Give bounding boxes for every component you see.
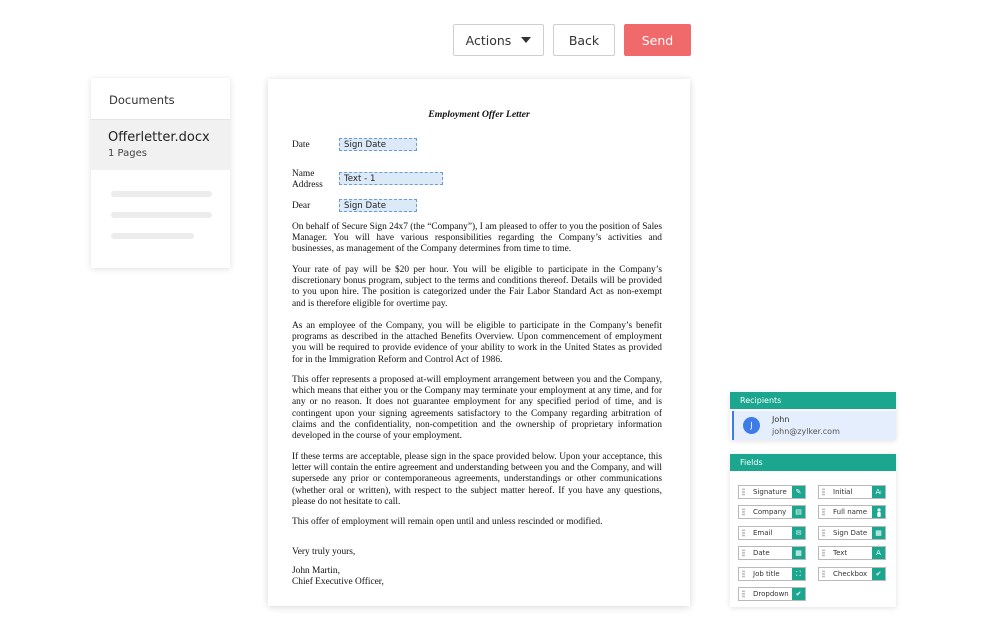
field-company[interactable] xyxy=(738,505,806,519)
actions-dropdown-button[interactable] xyxy=(453,24,544,56)
sign-date-field[interactable]: Sign Date xyxy=(339,199,417,212)
fields-header: Fields xyxy=(730,454,896,471)
field-label: Text xyxy=(833,549,848,557)
signer-name: John Martin, xyxy=(292,566,340,576)
calendar-icon: ▦ xyxy=(872,527,885,539)
signer-title: Chief Executive Officer, xyxy=(292,577,384,587)
placeholder-line xyxy=(111,233,194,239)
field-dropdown[interactable] xyxy=(738,587,806,601)
recipients-header: Recipients xyxy=(730,392,896,409)
person-icon xyxy=(872,506,885,518)
field-email[interactable] xyxy=(738,526,806,540)
letter-title: Employment Offer Letter xyxy=(428,109,530,120)
field-label: Company xyxy=(753,508,787,516)
building-icon: ▤ xyxy=(792,506,805,518)
recipient-email: john@zylker.com xyxy=(772,427,840,436)
initial-icon: Aₗ xyxy=(872,486,885,498)
text-field[interactable]: Text - 1 xyxy=(339,172,443,185)
field-label: Initial xyxy=(833,488,853,496)
documents-panel xyxy=(91,78,230,268)
letter-paragraph: This offer represents a proposed at-will employment arrangement between you and the Company, which means that either you or the Company may terminate your employment at any time, and for any or no reason. It does not guarantee employment for any specified period of time, and is contingent upon your signing agreements satisfactory to the Company regarding arbitration of claims and the confidentiality, non-competition and the ownership of proprietary information developed in the course of your employment. xyxy=(292,375,662,442)
letter-paragraph: As an employee of the Company, you will be eligible to participate in the Company’s benefit programs as described in the attached Benefits Overview. Upon commencement of employment you will be required to provide evidence of your ability to work in the United States as provided for in the Immigration Reform and Control Act of 1986. xyxy=(292,321,662,365)
avatar: J xyxy=(743,417,760,434)
field-checkbox[interactable] xyxy=(818,567,886,581)
back-button[interactable]: Back xyxy=(553,24,615,56)
field-sign-date[interactable] xyxy=(818,526,886,540)
name-label: Name xyxy=(292,169,315,179)
actions-label: Actions xyxy=(465,32,512,48)
drag-handle-icon xyxy=(742,549,745,557)
address-label: Address xyxy=(292,180,323,190)
checkbox-icon: ✔ xyxy=(792,588,805,600)
field-label: Job title xyxy=(753,570,780,578)
document-page-count: 1 Pages xyxy=(108,148,147,159)
field-initial[interactable] xyxy=(818,485,886,499)
recipient-name: John xyxy=(772,415,790,424)
drag-handle-icon xyxy=(822,570,825,578)
recipient-item[interactable] xyxy=(732,411,896,440)
field-job-title[interactable] xyxy=(738,567,806,581)
field-label: Sign Date xyxy=(833,529,868,537)
calendar-icon: ▦ xyxy=(792,547,805,559)
letter-paragraph: On behalf of Secure Sign 24x7 (the “Company”), I am pleased to offer to you the position of Sales Manager. You will have various responsibilities regarding the Company’s activities and businesses, as management of the Company determines from time to time. xyxy=(292,222,662,255)
field-label: Date xyxy=(753,549,770,557)
drag-handle-icon xyxy=(742,488,745,496)
letter-paragraph: If these terms are acceptable, please sign in the space provided below. Upon your acceptance, this letter will contain the entire agreement and understanding between you and the Company, and will supersede any prior or contemporaneous agreements, understandings or other communications (whether oral or written), with respect to the subject matter hereof. If you have any questions, please do not hesitate to call. xyxy=(292,452,662,507)
pen-icon: ✎ xyxy=(792,486,805,498)
letter-closing: Very truly yours, xyxy=(292,547,356,557)
checkbox-icon: ✔ xyxy=(872,568,885,580)
caret-down-icon xyxy=(521,37,531,43)
drag-handle-icon xyxy=(742,529,745,537)
send-button[interactable]: Send xyxy=(624,24,691,56)
date-label: Date xyxy=(292,140,310,150)
drag-handle-icon xyxy=(742,590,745,598)
drag-handle-icon xyxy=(822,488,825,496)
id-card-icon: ⛶ xyxy=(792,568,805,580)
document-item[interactable] xyxy=(91,120,230,170)
field-text[interactable] xyxy=(818,546,886,560)
text-icon: A xyxy=(872,547,885,559)
drag-handle-icon xyxy=(822,549,825,557)
fields-panel xyxy=(730,454,896,607)
field-label: Email xyxy=(753,529,773,537)
field-label: Full name xyxy=(833,508,868,516)
field-label: Signature xyxy=(753,488,787,496)
field-date[interactable] xyxy=(738,546,806,560)
placeholder-line xyxy=(111,191,212,197)
drag-handle-icon xyxy=(742,508,745,516)
dear-label: Dear xyxy=(292,201,311,211)
recipients-panel xyxy=(730,392,896,440)
document-page xyxy=(268,79,690,606)
field-signature[interactable] xyxy=(738,485,806,499)
drag-handle-icon xyxy=(742,570,745,578)
placeholder-line xyxy=(111,212,212,218)
letter-paragraph: This offer of employment will remain open until and unless rescinded or modified. xyxy=(292,517,603,527)
documents-header: Documents xyxy=(91,78,230,120)
document-filename: Offerletter.docx xyxy=(108,130,210,145)
drag-handle-icon xyxy=(822,529,825,537)
drag-handle-icon xyxy=(822,508,825,516)
field-label: Checkbox xyxy=(833,570,868,578)
field-label: Dropdown xyxy=(753,590,789,598)
envelope-icon: ✉ xyxy=(792,527,805,539)
field-full-name[interactable] xyxy=(818,505,886,519)
letter-paragraph: Your rate of pay will be $20 per hour. You will be eligible to participate in the Company’s discretionary bonus program, subject to the terms and conditions thereof. Details will be provided to you upon hire. The position is categorized under the Fair Labor Standard Act as non-exempt and is therefore eligible for overtime pay. xyxy=(292,265,662,309)
sign-date-field[interactable]: Sign Date xyxy=(339,138,417,151)
